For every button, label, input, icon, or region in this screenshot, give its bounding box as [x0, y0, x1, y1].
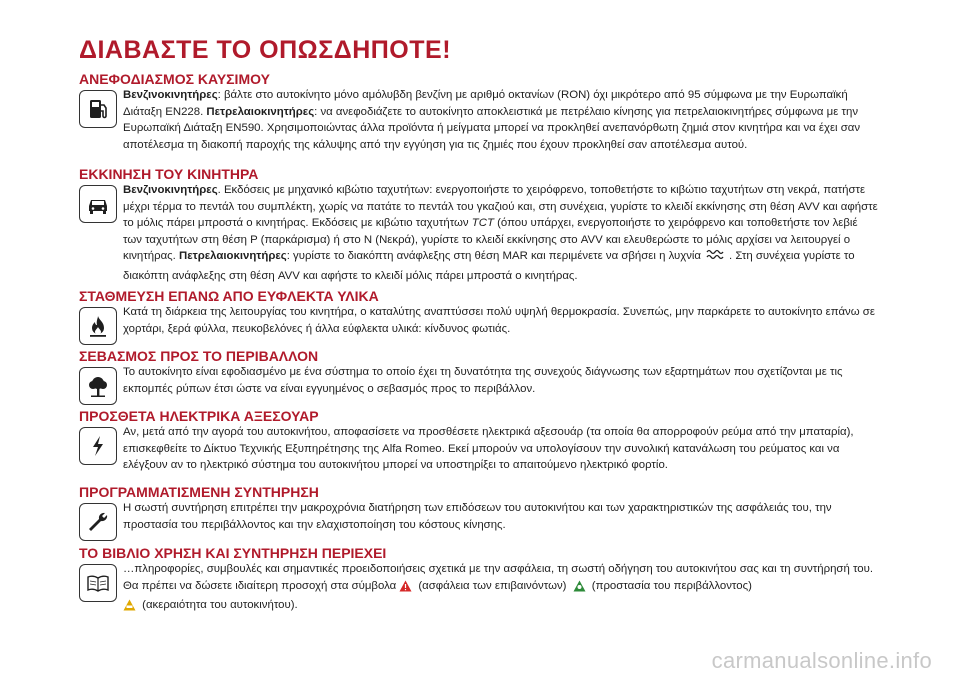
section-text: Βενζινοκινητήρες. Εκδόσεις με μηχανικό κιβώτιο ταχυτήτων: ενεργοποιήστε το χειρόφρενο, τοποθετήστε το κιβώτιο ταχυτήτων στη νεκρά, πατήστε μέχρι τέρμα το πεντάλ του συμπλέκτη, χωρίς να πατάτε το πεντάλ του γκαζιού και, στη συνέχεια, γυρίστε το κλειδί εκκίνησης στη θέση AVV και αφήστε το μόλις πάρει μπροστά ο κινητήρας. Εκδόσεις με κιβώτιο ταχυτήτων TCT (όπου υπάρχει, ενεργοποιήστε το χειρόφρενο και τοποθετήστε τον λεβιέ των ταχυτήτων στη θέση P (παρκάρισμα) ή στο N (Νεκρά), γυρίστε το κλειδί εκκίνησης στο AVV και ελευθερώστε το μόλις αρχίσει να λειτουργεί ο κινητήρας. Πετρελαιοκινητήρες: γυρίστε το διακόπτη ανάφλεξης στη θέση MAR και περιμένετε να σβήσει η λυχνία . Στη συνέχεια γυρίστε το διακόπτη ανάφλεξης στη θέση AVV και αφήστε το κλειδί μόλις πάρει μπροστά ο κινητήρας. — [123, 184, 878, 282]
section-text: Το αυτοκίνητο είναι εφοδιασμένο με ένα σύστημα το οποίο έχει τη δυνατότητα της συνεχούς διάγνωσης των εξαρτημάτων που σχετίζονται με τις εκπομπές ρύπων έτσι ώστε να είναι εγγυημένος ο σεβασμός προς το περιβάλλον. — [123, 366, 843, 395]
section-text: Η σωστή συντήρηση επιτρέπει την μακροχρόνια διατήρηση των επιδόσεων του αυτοκινήτου και των χαρακτηριστικών της ασφάλειάς του, την προστασία του περιβάλλοντος και την ελαχιστοποίηση του κόστους κίνησης. — [123, 502, 832, 531]
glow-plug-icon — [704, 248, 726, 268]
watermark: carmanualsonline.info — [711, 648, 932, 673]
section-electrical-accessories — [79, 408, 879, 474]
environment-protection-icon — [573, 580, 586, 598]
page-title: ΔΙΑΒΑΣΤΕ ΤΟ ΟΠΩΣΔΗΠΟΤΕ! — [79, 36, 452, 64]
lightning-icon — [79, 427, 117, 465]
fuel-pump-icon — [79, 90, 117, 128]
tree-icon — [79, 367, 117, 405]
section-title: ΠΡΟΓΡΑΜΜΑΤΙΣΜΕΝΗ ΣΥΝΤΗΡΗΣΗ — [79, 484, 319, 500]
book-icon — [79, 564, 117, 602]
section-title: ΣΤΑΘΜΕΥΣΗ ΕΠΑΝΩ ΑΠΟ ΕΥΦΛΕΚΤΑ ΥΛΙΚΑ — [79, 288, 379, 304]
section-engine-start — [79, 166, 879, 284]
occupant-safety-warning-icon — [399, 580, 412, 598]
fire-icon — [79, 307, 117, 345]
section-title: ΠΡΟΣΘΕΤΑ ΗΛΕΚΤΡΙΚΑ ΑΞΕΣΟΥΑΡ — [79, 408, 319, 424]
section-manual-contents — [79, 545, 879, 617]
section-text: Βενζινοκινητήρες: βάλτε στο αυτοκίνητο μόνο αμόλυβδη βενζίνη με αριθμό οκτανίων (RON) όχι μικρότερο από 95 σύμφωνα με την Ευρωπαϊκή Διάταξη EN228. Πετρελαιοκινητήρες: να ανεφοδιάζετε το αυτοκίνητο αποκλειστικά με πετρέλαιο κίνησης για πετρελαιοκινητήρες σύμφωνα με την Ευρωπαϊκή Διάταξη EN590. Χρησιμοποιώντας άλλα προϊόντα ή μείγματα μπορεί να προκληθεί ανεπανόρθωτη ζημιά στον κινητήρα και να έχει σαν αποτέλεσμα τη διακοπή παροχής της κάλυψης από την εγγύηση για τις ζημιές που έχουν προκληθεί σαν αποτέλεσμα αυτού. — [123, 89, 861, 151]
car-icon — [79, 185, 117, 223]
vehicle-integrity-icon — [123, 599, 136, 617]
wrench-icon — [79, 503, 117, 541]
section-title: ΑΝΕΦΟΔΙΑΣΜΟΣ ΚΑΥΣΙΜΟΥ — [79, 71, 270, 87]
section-scheduled-maintenance — [79, 484, 879, 533]
section-title: ΤΟ ΒΙΒΛΙΟ ΧΡΗΣΗ ΚΑΙ ΣΥΝΤΗΡΗΣΗ ΠΕΡΙΕΧΕΙ — [79, 545, 387, 561]
section-refueling — [79, 71, 879, 153]
section-title: ΕΚΚΙΝΗΣΗ ΤΟΥ ΚΙΝΗΤΗΡΑ — [79, 166, 259, 182]
section-text: …πληροφορίες, συμβουλές και σημαντικές προειδοποιήσεις σχετικά με την ασφάλεια, τη σωστή οδήγηση του αυτοκινήτου σας και τη συντήρησή του. Θα πρέπει να δώσετε ιδιαίτερη προσοχή στα σύμβολα (ασφάλεια των επιβαινόντων) (προστασία του περιβάλλοντος) (ακεραιότητα του αυτοκινήτου). — [123, 561, 879, 617]
section-text: Κατά τη διάρκεια της λειτουργίας του κινητήρα, ο καταλύτης αναπτύσσει πολύ υψηλή θερμοκρασία. Συνεπώς, μην παρκάρετε το αυτοκίνητο επάνω σε χορτάρι, ξερά φύλλα, πευκοβελόνες ή άλλα εύφλεκτα υλικά: κίνδυνος φωτιάς. — [123, 306, 875, 335]
section-parking-flammable — [79, 288, 879, 337]
section-title: ΣΕΒΑΣΜΟΣ ΠΡΟΣ ΤΟ ΠΕΡΙΒΑΛΛΟΝ — [79, 348, 319, 364]
section-text: Αν, μετά από την αγορά του αυτοκινήτου, αποφασίσετε να προσθέσετε ηλεκτρικά αξεσουάρ (τα οποία θα απορροφούν ρεύμα από την μπαταρία), επισκεφθείτε το Δίκτυο Τεχνικής Εξυπηρέτησης της Alfa Romeo. Εκεί μπορούν να υπολογίσουν την συνολική κατανάλωση του ρεύματος και να ελέγξουν αν το ηλεκτρικό σύστημα του αυτοκινήτου μπορεί να υποστηρίξει το απαιτούμενο ηλεκτρικό φορτίο. — [123, 426, 854, 471]
section-environment — [79, 348, 879, 397]
